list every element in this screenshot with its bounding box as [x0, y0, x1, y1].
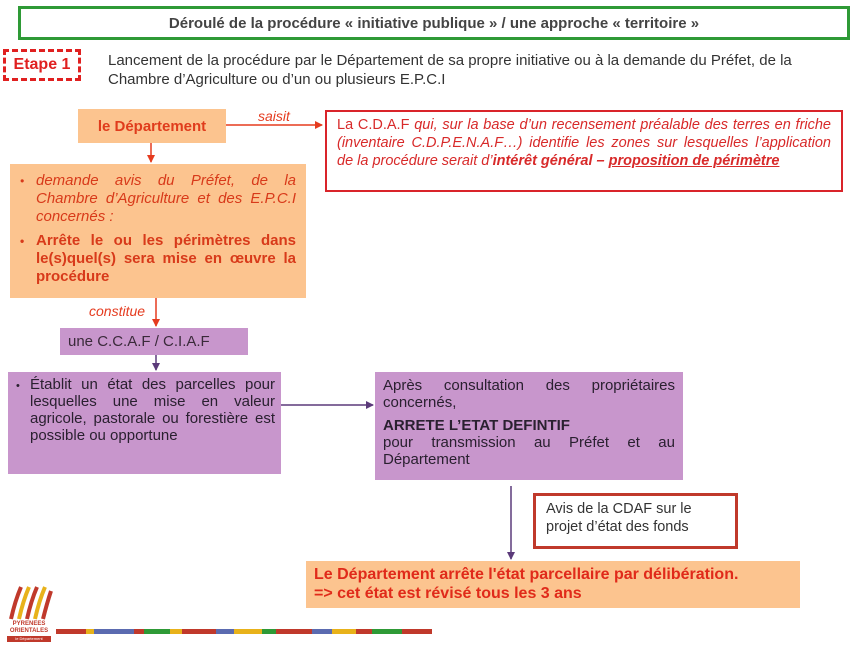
- demand-item-2: [20, 232, 296, 286]
- avis-cdaf-text: Avis de la CDAF sur le projet d’état des fonds: [546, 501, 692, 535]
- ccaf-box: [60, 328, 248, 355]
- demand-item-2-text: Arrête le ou les périmètres dans le(s)quel(s) sera mise en œuvre la procédure: [36, 232, 296, 285]
- demand-item-1: [20, 172, 296, 226]
- department-logo: [5, 581, 53, 643]
- avis-cdaf-box: [533, 493, 738, 549]
- final-line-1: Le Département arrête l'état parcellaire par délibération.: [314, 566, 739, 583]
- final-line-2: => cet état est révisé tous les 3 ans: [314, 585, 582, 602]
- ccaf-label: une C.C.A.F / C.I.A.F: [68, 333, 210, 350]
- departement-box: [78, 109, 226, 143]
- cdaf-part3: intérêt général –: [492, 153, 605, 169]
- logo-name: PYRENEES ORIENTALES: [9, 621, 49, 634]
- footer-color-bar: [56, 629, 432, 634]
- step-badge-label: Etape 1: [13, 56, 71, 73]
- apres-box: [375, 372, 683, 480]
- saisit-label: saisit: [258, 108, 290, 124]
- etablit-text: Établit un état des parcelles pour lesquelles une mise en valeur agricole, pastorale ou forestière est possible ou opportune: [30, 376, 275, 444]
- step-intro-text: Lancement de la procédure par le Département de sa propre initiative ou à la demande du Préfet, de la Chambre d’Agriculture ou d’un ou plusieurs E.P.C.I: [108, 52, 792, 88]
- cdaf-part2: qui, sur la base d’un recensement préalable des terres en friche (inventaire C.D.P.E.N.A.F…) identifie les zones sur lesquelles l’application de la procédure serait d’: [337, 117, 831, 169]
- final-decision-box: [306, 561, 800, 608]
- apres-intro: Après consultation des propriétaires concernés,: [383, 377, 675, 411]
- bullet-icon: •: [20, 174, 25, 188]
- cdaf-box: [325, 110, 843, 192]
- demand-item-1-text: demande avis du Préfet, de la Chambre d’Agriculture et des E.P.C.I concernés :: [36, 172, 296, 225]
- cdaf-part4: proposition de périmètre: [608, 153, 780, 169]
- logo-sub: le Département: [7, 636, 51, 642]
- bullet-icon: •: [20, 234, 25, 248]
- page-title-text: Déroulé de la procédure « initiative publique » / une approche « territoire »: [168, 14, 700, 32]
- departement-label: le Département: [97, 117, 207, 135]
- apres-transmission: pour transmission au Préfet et au Département: [383, 434, 675, 468]
- demand-box: [10, 164, 306, 298]
- etablit-box: [8, 372, 281, 474]
- bullet-icon: •: [16, 380, 20, 392]
- constitue-label: constitue: [89, 303, 146, 319]
- logo-stripes-icon: [5, 581, 53, 621]
- apres-decision: ARRETE L’ETAT DEFINTIF: [383, 417, 570, 434]
- cdaf-part1: La C.D.A.F: [337, 117, 415, 133]
